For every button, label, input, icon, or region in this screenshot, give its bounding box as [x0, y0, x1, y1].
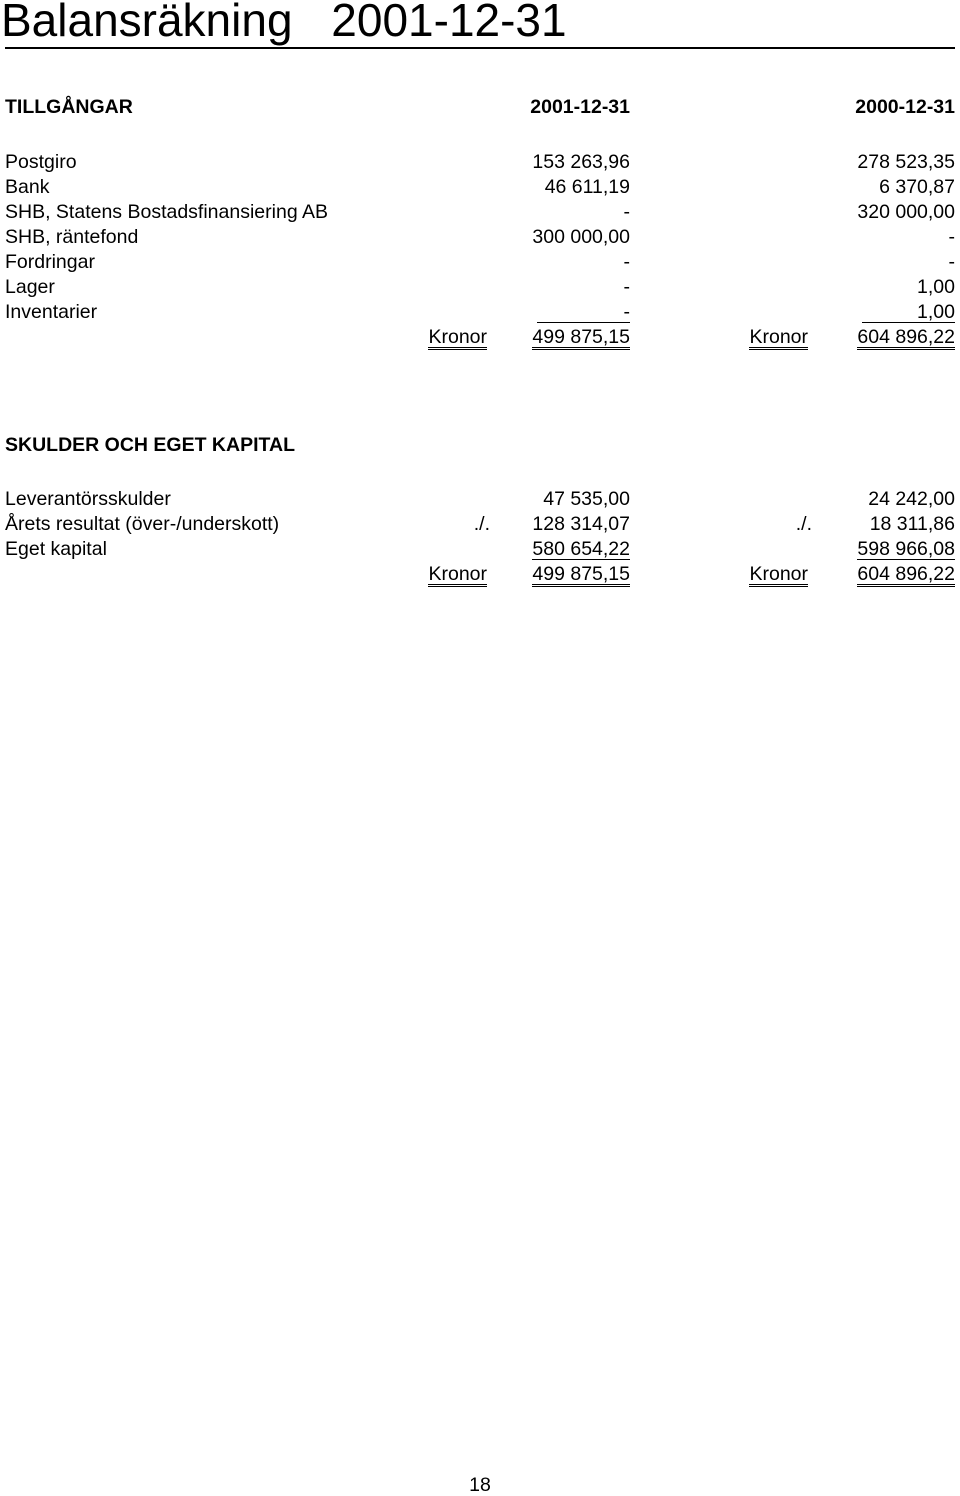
row-label: Eget kapital [5, 538, 107, 560]
row-label: Lager [5, 276, 55, 298]
value-2001: 47 535,00 [543, 488, 630, 510]
currency-label-2001: Kronor [428, 563, 487, 585]
section-heading-assets: TILLGÅNGAR [5, 96, 133, 118]
value-2001: - [623, 276, 630, 298]
asset-row [0, 225, 960, 250]
title-rule [5, 47, 955, 49]
row-label: Fordringar [5, 251, 95, 273]
total-cell-2000 [857, 562, 955, 587]
value-2001: 46 611,19 [544, 176, 630, 198]
asset-row [0, 200, 960, 225]
currency-cell-2001 [428, 325, 487, 350]
value-2001: 128 314,07 [532, 513, 630, 535]
value-2000-cell [862, 300, 955, 325]
row-label: Årets resultat (över-/underskott) [5, 513, 280, 535]
liabilities-total-row [0, 562, 960, 587]
asset-row [0, 250, 960, 275]
value-2001-cell [532, 537, 630, 562]
row-label: SHB, Statens Bostadsfinansiering AB [5, 201, 329, 223]
section-heading-liabilities: SKULDER OCH EGET KAPITAL [5, 434, 295, 456]
currency-cell-2000 [749, 562, 808, 587]
value-2000: 598 966,08 [857, 538, 955, 560]
value-2000: 6 370,87 [879, 176, 955, 198]
assets-total-row [0, 325, 960, 350]
liabilities-header-row [0, 433, 960, 458]
asset-row [0, 275, 960, 300]
value-2000: 18 311,86 [869, 513, 955, 535]
liability-row [0, 487, 960, 512]
value-2000: - [948, 251, 955, 273]
asset-row [0, 150, 960, 175]
total-2000: 604 896,22 [857, 326, 955, 348]
value-2001-cell [537, 300, 630, 325]
row-label: Leverantörsskulder [5, 488, 171, 510]
asset-row [0, 175, 960, 200]
value-2000: 24 242,00 [868, 488, 955, 510]
total-2000: 604 896,22 [857, 563, 955, 585]
column-header-2001: 2001-12-31 [530, 96, 630, 118]
currency-label-2000: Kronor [749, 326, 808, 348]
value-2001: - [537, 302, 630, 323]
row-label: Postgiro [5, 151, 77, 173]
row-label: SHB, räntefond [5, 226, 139, 248]
row-label: Inventarier [5, 301, 98, 323]
liability-row [0, 512, 960, 537]
currency-label-2000: Kronor [749, 563, 808, 585]
document-title: Balansräkning 2001-12-31 [1, 0, 567, 46]
total-cell-2000 [857, 325, 955, 350]
value-2001: 153 263,96 [532, 151, 630, 173]
value-2001: 300 000,00 [532, 226, 630, 248]
currency-cell-2000 [749, 325, 808, 350]
value-2000: 320 000,00 [857, 201, 955, 223]
value-2000: 1,00 [862, 302, 955, 323]
value-2000: 278 523,35 [857, 151, 955, 173]
value-2001: 580 654,22 [532, 538, 630, 560]
total-cell-2001 [532, 562, 630, 587]
total-2001: 499 875,15 [532, 563, 630, 585]
currency-label-2001: Kronor [428, 326, 487, 348]
page-number: 18 [469, 1474, 491, 1496]
total-cell-2001 [532, 325, 630, 350]
value-2000-cell [857, 537, 955, 562]
value-2001: - [623, 201, 630, 223]
currency-cell-2001 [428, 562, 487, 587]
row-label: Bank [5, 176, 50, 198]
total-2001: 499 875,15 [532, 326, 630, 348]
value-2000: - [948, 226, 955, 248]
negative-sign-2001: ./. [473, 513, 490, 535]
liability-row [0, 537, 960, 562]
value-2000: 1,00 [917, 276, 955, 298]
value-2001: - [623, 251, 630, 273]
negative-sign-2000: ./. [795, 513, 812, 535]
asset-row [0, 300, 960, 325]
column-header-2000: 2000-12-31 [855, 96, 955, 118]
assets-header-row [0, 95, 960, 120]
